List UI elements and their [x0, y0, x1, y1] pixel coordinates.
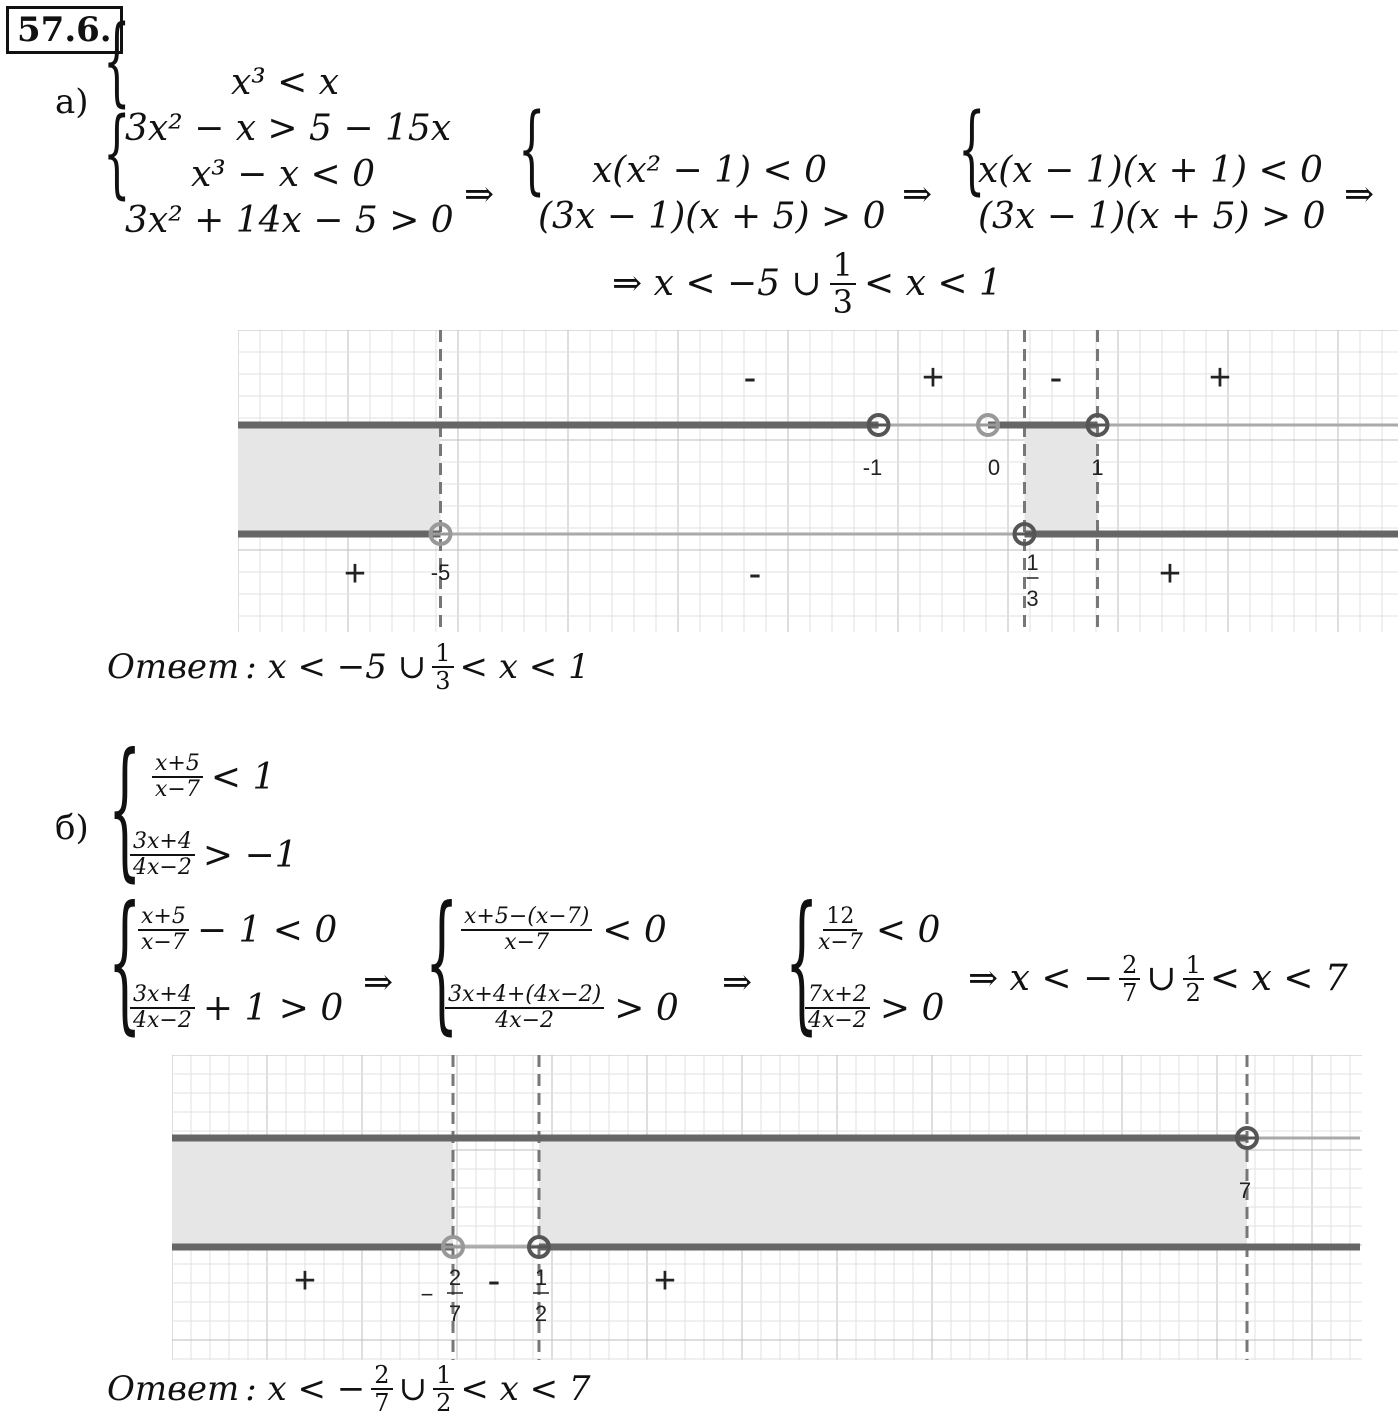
denominator: 7 [374, 1389, 390, 1418]
point-label: 1 [1091, 455, 1104, 480]
denominator: x−7 [155, 777, 200, 803]
implies-arrow: ⇒ [1344, 174, 1375, 215]
inequality-rest: < 1 [210, 756, 276, 798]
inequality-rest: + 1 > 0 [202, 987, 344, 1029]
denominator: 7 [1122, 979, 1138, 1008]
part-b-label: б) [55, 808, 89, 848]
sign-label: + [653, 1260, 677, 1302]
point-label: 2 [534, 1301, 548, 1326]
point-label: 1 [1026, 550, 1039, 575]
point-label: 1 [534, 1265, 548, 1290]
answer-label: Ответ [107, 647, 240, 688]
numerator: 1 [433, 1362, 454, 1390]
brace: { [108, 722, 142, 896]
answer-text: : x < − [245, 1369, 366, 1410]
numerator: 3x+4+(4x−2) [445, 983, 604, 1009]
inequality-rest: < 0 [875, 909, 941, 951]
union-sign: ∪ [1146, 958, 1177, 1000]
denominator: 4x−2 [495, 1008, 555, 1034]
sign-label: - [743, 357, 757, 399]
numerator: 1 [1183, 952, 1204, 980]
answer-fraction [433, 1362, 454, 1417]
numerator: 12 [823, 905, 857, 931]
solution-shading [238, 425, 1098, 534]
brace: { [103, 97, 131, 209]
sign-label: - [748, 553, 762, 595]
result-text: < x < 1 [864, 263, 1002, 305]
denominator: 2 [436, 1389, 452, 1418]
implies-arrow: ⇒ [722, 962, 753, 1003]
numerator: x+5−(x−7) [461, 905, 592, 931]
part-b-system-3 [425, 875, 725, 1055]
denominator: 2 [1185, 979, 1201, 1008]
sign-label: + [1158, 553, 1182, 595]
inequality: (3x − 1)(x + 5) > 0 [978, 196, 1326, 237]
numerator: 2 [1119, 952, 1140, 980]
problem-number: 57.6. [6, 6, 123, 54]
point-label: 2 [448, 1265, 462, 1290]
inequality-rest: − 1 < 0 [196, 909, 338, 951]
union-sign: ∪ [398, 1369, 428, 1410]
numerator: 3x+4 [130, 983, 195, 1009]
result-fraction [1119, 952, 1140, 1007]
denominator: 4x−2 [133, 1008, 192, 1034]
result-fraction [1183, 952, 1204, 1007]
part-b-system-4 [785, 875, 975, 1055]
numerator: 1 [830, 248, 856, 285]
result-text: ⇒ x < − [968, 958, 1114, 1000]
answer-fraction [432, 640, 453, 695]
denominator: x−7 [818, 930, 863, 956]
brace: { [103, 5, 131, 117]
inequality: (3x − 1)(x + 5) > 0 [538, 196, 886, 237]
point-label: 7 [1238, 1178, 1252, 1203]
answer-label: Ответ [107, 1369, 240, 1410]
numerator: 7x+2 [805, 983, 870, 1009]
numerator: 3x+4 [130, 830, 195, 856]
result-fraction [830, 248, 856, 320]
inequality-rest: > 0 [879, 987, 945, 1029]
solution-interval [539, 1138, 1247, 1247]
answer-text: < x < 1 [459, 647, 590, 688]
part-a-label: а) [55, 82, 89, 122]
point-label: − [420, 1282, 434, 1307]
number-line-a [238, 330, 1398, 632]
denominator: x−7 [504, 930, 550, 956]
part-a-answer [107, 640, 590, 695]
point-label: 3 [1026, 586, 1039, 611]
sign-label: - [1049, 357, 1063, 399]
inequality-rest: > 0 [614, 987, 679, 1029]
implies-arrow: ⇒ [902, 174, 933, 215]
sign-label: + [293, 1260, 317, 1302]
part-b-system-2 [108, 875, 368, 1055]
answer-text: : x < −5 ∪ [245, 647, 427, 688]
solution-interval [238, 425, 441, 534]
solution-interval [172, 1138, 453, 1247]
brace: { [785, 875, 819, 1049]
solution-shading [172, 1138, 1247, 1247]
numerator: x+5 [138, 905, 189, 931]
inequality: 3x² − x > 5 − 15x [125, 108, 452, 149]
sign-label: + [921, 357, 945, 399]
point-label: -5 [430, 560, 451, 585]
implies-arrow: ⇒ [464, 174, 495, 215]
number-line-b [172, 1055, 1362, 1360]
boundary-dashes [441, 330, 1098, 632]
point-label: -1 [862, 455, 883, 480]
numerator: x+5 [152, 752, 203, 778]
numerator: 2 [371, 1362, 392, 1390]
point-label: 7 [448, 1301, 462, 1326]
sign-label: + [1208, 357, 1232, 399]
sign-label: + [343, 553, 367, 595]
denominator: 3 [832, 283, 853, 322]
inequality: x³ < x [231, 62, 340, 103]
denominator: 4x−2 [133, 855, 192, 881]
brace: { [958, 93, 986, 205]
answer-text: < x < 7 [460, 1369, 591, 1410]
answer-fraction [371, 1362, 392, 1417]
denominator: 4x−2 [808, 1008, 867, 1034]
sign-label: - [487, 1260, 501, 1302]
inequality: x(x² − 1) < 0 [592, 150, 828, 191]
part-a-result [612, 248, 1002, 320]
inequality-rest: > −1 [202, 834, 298, 876]
denominator: x−7 [141, 930, 186, 956]
result-text: < x < 7 [1209, 958, 1348, 1000]
inequality: x³ − x < 0 [191, 154, 376, 195]
part-b-result [968, 952, 1348, 1007]
brace: { [518, 93, 546, 205]
denominator: 3 [435, 667, 451, 696]
inequality: 3x² + 14x − 5 > 0 [125, 200, 454, 241]
inequality: x(x − 1)(x + 1) < 0 [978, 150, 1323, 191]
numerator: 1 [432, 640, 453, 668]
part-b-answer [107, 1362, 591, 1417]
inequality-rest: < 0 [602, 909, 667, 951]
solution-interval [1024, 425, 1097, 534]
result-text: ⇒ x < −5 ∪ [612, 263, 822, 305]
implies-arrow: ⇒ [363, 962, 394, 1003]
brace: { [425, 875, 459, 1049]
brace: { [108, 875, 142, 1049]
point-label: 0 [987, 455, 1001, 480]
